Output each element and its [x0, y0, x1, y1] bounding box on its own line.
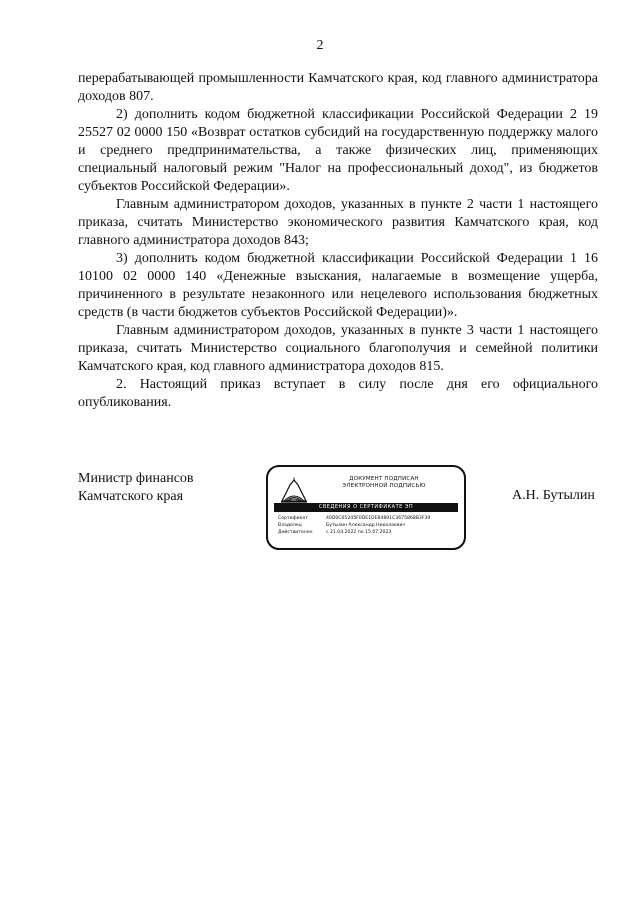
- paragraph-admin-815: Главным администратором доходов, указанных в пункте 3 части 1 настоящего приказа, считать Министерство социального благополучия и семейной политики Камчатского края, код главного администратора доходов 815.: [78, 323, 598, 374]
- stamp-row-validity: [278, 529, 456, 536]
- stamp-certificate-details: [278, 515, 456, 536]
- paragraph-effective-date: 2. Настоящий приказ вступает в силу после дня его официального опубликования.: [78, 377, 598, 410]
- stamp-certificate-band: СВЕДЕНИЯ О СЕРТИФИКАТЕ ЭП: [274, 503, 458, 512]
- paragraph-item-2: 2) дополнить кодом бюджетной классификации Российской Федерации 2 19 25527 02 0000 150 «Возврат остатков субсидий на государственную поддержку малого и среднего предпринимательства, а также физических лиц, применяющих специальный налоговый режим "Налог на профессиональный доход", из бюджетов субъектов Российской Федерации».: [78, 107, 598, 194]
- stamp-row-label: Владелец: [278, 523, 302, 528]
- stamp-row-value: с 21.04.2022 по 15.07.2023: [326, 530, 392, 535]
- signatory-position: [78, 470, 194, 506]
- paragraph-continuation: перерабатывающей промышленности Камчатского края, код главного администратора доходов 807.: [78, 71, 598, 104]
- signatory-position-line2: Камчатского края: [78, 489, 184, 504]
- stamp-title: [312, 476, 456, 490]
- electronic-signature-stamp: [266, 465, 466, 550]
- stamp-row-value: 40D0C05245F0DE1DE84891C3675868B3F39: [326, 516, 431, 521]
- stamp-title-line1: ДОКУМЕНТ ПОДПИСАН: [349, 476, 419, 482]
- stamp-row-label: Действителен: [278, 530, 313, 535]
- signatory-name: А.Н. Бутылин: [512, 488, 595, 503]
- signatory-position-line1: Министр финансов: [78, 471, 194, 486]
- paragraph-item-3: 3) дополнить кодом бюджетной классификации Российской Федерации 1 16 10100 02 0000 140 «Денежные взыскания, налагаемые в возмещение ущерба, причиненного в результате незаконного или нецелевого использования бюджетных средств (в части бюджетов субъектов Российской Федерации)».: [78, 251, 598, 320]
- document-body: [78, 70, 598, 412]
- stamp-row-certificate: [278, 515, 456, 522]
- paragraph-admin-843: Главным администратором доходов, указанных в пункте 2 части 1 настоящего приказа, считать Министерство экономического развития Камчатского края, код главного администратора доходов 843;: [78, 197, 598, 248]
- coat-of-arms-icon: [280, 477, 308, 503]
- stamp-row-value: Бутылин Александр Николаевич: [326, 523, 406, 528]
- stamp-row-label: Сертификат: [278, 516, 308, 521]
- page-number: 2: [316, 38, 324, 53]
- stamp-row-owner: [278, 522, 456, 529]
- stamp-title-line2: ЭЛЕКТРОННОЙ ПОДПИСЬЮ: [342, 483, 426, 489]
